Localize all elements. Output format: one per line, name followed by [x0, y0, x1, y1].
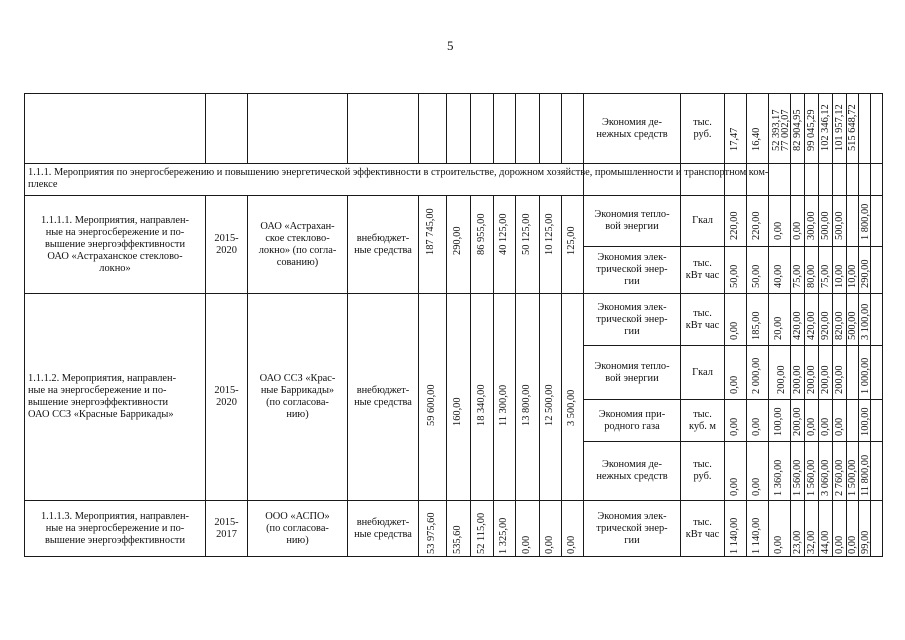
m2-amount-2018: 13 800,00 — [521, 384, 532, 426]
m1-amount-2015: 290,00 — [452, 226, 463, 255]
m1-ind1-v8: 1 800,00 — [860, 203, 871, 240]
r1-value-2: 16,40 — [751, 127, 762, 151]
m2-ind1-v8: 500,00 — [847, 311, 858, 340]
m1-period: 2015- 2020 — [214, 232, 239, 256]
m1-amount-2016: 86 955,00 — [476, 213, 487, 255]
r1-unit: тыс. руб. — [693, 116, 712, 140]
m2-ind2-v6: 200,00 — [820, 365, 831, 394]
m2-ind2-v2: 2 000,00 — [751, 357, 762, 394]
m3-ind1-v6: 44,00 — [820, 530, 831, 554]
r1-value-3: 52 393,17 — [771, 109, 782, 151]
r1-value-8: 101 957,12 — [834, 104, 845, 151]
m3-ind1-v1: 1 140,00 — [729, 517, 740, 554]
m1-ind1-unit: Гкал — [692, 215, 713, 226]
m2-amount-2015: 160,00 — [452, 397, 463, 426]
m2-ind1-v7: 820,00 — [834, 311, 845, 340]
m2-ind1-v6: 920,00 — [820, 311, 831, 340]
m3-amount-2015: 535,60 — [452, 525, 463, 554]
m1-amount-total: 187 745,00 — [425, 208, 436, 255]
m1-ind2-unit: тыс. кВт час — [685, 258, 720, 281]
m1-ind2-v1: 50,00 — [729, 264, 740, 288]
m2-ind4-v9: 11 800,00 — [860, 454, 871, 496]
m2-ind2-v5: 200,00 — [806, 365, 817, 394]
m3-ind1-v3: 0,00 — [773, 535, 784, 554]
m3-amount-2016: 52 115,00 — [476, 512, 487, 554]
m2-ind3-v1: 0,00 — [729, 417, 740, 436]
m2-ind2-v7: 200,00 — [834, 365, 845, 394]
m2-amount-total: 59 600,00 — [426, 384, 437, 426]
m2-ind4-v4: 1 560,00 — [792, 459, 803, 496]
m3-ind1-v8: 0,00 — [847, 535, 858, 554]
m2-ind3-name: Экономия при- родного газа — [598, 408, 666, 432]
m2-ind3-v5: 0,00 — [806, 417, 817, 436]
m2-amount-2020: 3 500,00 — [566, 389, 577, 426]
m1-amount-2017: 40 125,00 — [498, 213, 509, 255]
m2-ind2-v4: 200,00 — [792, 365, 803, 394]
m3-ind1-name: Экономия элек- трической энер- гии — [596, 510, 668, 546]
m1-executor: ОАО «Астрахан- ское стеклово- локно» (по согла- сованию) — [258, 220, 337, 268]
m2-ind1-name: Экономия элек- трической энер- гии — [596, 301, 668, 337]
m1-ind2-v4: 75,00 — [792, 264, 803, 288]
m1-ind1-name: Экономия тепло- вой энергии — [594, 209, 670, 232]
m3-amount-2017: 1 325,00 — [498, 517, 509, 554]
r1-value-6: 99 045,29 — [806, 109, 817, 151]
m3-amount-2018: 0,00 — [521, 535, 532, 554]
m1-name: 1.1.1.1. Мероприятия, направлен- ные на энергосбережение и по- вышение энергоэффективности ОАО «Астраханское стеклово- локно» — [40, 214, 190, 274]
m1-amount-2019: 10 125,00 — [544, 213, 555, 255]
m2-ind1-v5: 420,00 — [806, 311, 817, 340]
m2-ind4-v3: 1 360,00 — [773, 459, 784, 496]
m1-ind1-v1: 220,00 — [729, 211, 740, 240]
m1-amount-2018: 50 125,00 — [521, 213, 532, 255]
m3-amount-2020: 0,00 — [566, 535, 577, 554]
r1-value-9: 515 648,72 — [847, 104, 858, 151]
m2-ind3-v4: 200,00 — [792, 407, 803, 436]
m1-ind1-v6: 500,00 — [820, 211, 831, 240]
m3-ind1-v2: 1 140,00 — [751, 517, 762, 554]
m3-ind1-unit: тыс. кВт час — [685, 516, 720, 540]
m1-ind1-v7: 500,00 — [834, 211, 845, 240]
m3-ind1-v4: 23,00 — [792, 530, 803, 554]
m2-ind1-unit: тыс. кВт час — [685, 307, 720, 331]
m1-ind2-v7: 10,00 — [834, 264, 845, 288]
page-number: 5 — [447, 38, 454, 53]
m2-amount-2017: 11 300,00 — [498, 384, 509, 426]
r1-value-1: 17,47 — [729, 127, 740, 151]
m3-ind1-v5: 32,00 — [806, 530, 817, 554]
m3-ind1-v7: 0,00 — [834, 535, 845, 554]
m2-ind1-v2: 185,00 — [751, 311, 762, 340]
m1-ind2-v3: 40,00 — [773, 264, 784, 288]
m2-ind3-v7: 0,00 — [834, 417, 845, 436]
section-title: 1.1.1. Мероприятия по энергосбережению и повышению энергетической эффективности в строительстве, дорожном хозяйстве, промышленности и транспортном ком- плексе — [28, 167, 769, 190]
m2-ind4-v1: 0,00 — [729, 477, 740, 496]
m3-ind1-v9: 99,00 — [860, 530, 871, 554]
m1-ind1-v2: 220,00 — [751, 211, 762, 240]
m3-name: 1.1.1.3. Мероприятия, направлен- ные на энергосбережение и по- вышение энергоэффективности — [40, 510, 190, 546]
m2-ind4-v7: 2 760,00 — [834, 459, 845, 496]
m2-ind4-v2: 0,00 — [751, 477, 762, 496]
m1-source: внебюджет- ные средства — [354, 232, 412, 256]
m2-period: 2015- 2020 — [214, 385, 239, 408]
m1-ind1-v3: 0,00 — [773, 221, 784, 240]
m2-ind3-unit: тыс. куб. м — [688, 408, 717, 432]
m2-ind2-v1: 0,00 — [729, 375, 740, 394]
m2-name: 1.1.1.2. Мероприятия, направлен- ные на энергосбережение и по- вышение энергоэффективности ОАО ССЗ «Красные Баррикады» — [28, 373, 177, 420]
r1-indicator: Экономия де- нежных средств — [596, 116, 668, 140]
m2-ind3-v6: 0,00 — [820, 417, 831, 436]
m2-ind4-unit: тыс. руб. — [693, 459, 712, 482]
m1-ind2-v8: 10,00 — [847, 264, 858, 288]
r1-value-7: 102 346,12 — [820, 104, 831, 151]
m2-ind2-v3: 200,00 — [776, 365, 787, 394]
m1-ind2-name: Экономия элек- трической энер- гии — [596, 252, 668, 287]
m2-amount-2019: 12 500,00 — [544, 384, 555, 426]
r1-value-4: 77 002,07 — [780, 109, 791, 151]
m2-ind4-name: Экономия де- нежных средств — [596, 459, 668, 482]
m2-ind4-v6: 3 060,00 — [820, 459, 831, 496]
m2-ind1-v3: 20,00 — [773, 316, 784, 340]
m3-executor: ООО «АСПО» (по согласова- нию) — [265, 510, 330, 546]
m2-source: внебюджет- ные средства — [354, 385, 412, 408]
m1-ind2-v2: 50,00 — [751, 264, 762, 288]
m1-ind2-v9: 290,00 — [860, 259, 871, 288]
m2-ind4-v5: 1 560,00 — [806, 459, 817, 496]
m1-amount-2020: 125,00 — [566, 226, 577, 255]
m2-amount-2016: 18 340,00 — [476, 384, 487, 426]
m3-amount-2019: 0,00 — [544, 535, 555, 554]
m1-ind2-v5: 80,00 — [806, 264, 817, 288]
m2-ind3-v8: 100,00 — [860, 407, 871, 436]
m2-ind2-unit: Гкал — [692, 366, 713, 378]
m1-ind1-v4: 0,00 — [792, 221, 803, 240]
m2-ind1-v1: 0,00 — [729, 321, 740, 340]
m2-ind1-v9: 3 100,00 — [860, 303, 871, 340]
m3-period: 2015- 2017 — [214, 516, 239, 540]
m2-ind4-v8: 1 500,00 — [847, 459, 858, 496]
m3-amount-total: 53 975,60 — [426, 512, 437, 554]
m3-source: внебюджет- ные средства — [354, 516, 412, 540]
m2-ind2-v8: 1 000,00 — [860, 357, 871, 394]
m1-ind1-v5: 300,00 — [806, 211, 817, 240]
r1-value-5: 82 904,95 — [792, 109, 803, 151]
m2-ind1-v4: 420,00 — [792, 311, 803, 340]
m2-ind3-v3: 100,00 — [773, 407, 784, 436]
m2-executor: ОАО ССЗ «Крас- ные Баррикады» (по согласова- нию) — [259, 373, 336, 420]
m1-ind2-v6: 75,00 — [820, 264, 831, 288]
m2-ind2-name: Экономия тепло- вой энергии — [594, 360, 670, 384]
m2-ind3-v2: 0,00 — [751, 417, 762, 436]
